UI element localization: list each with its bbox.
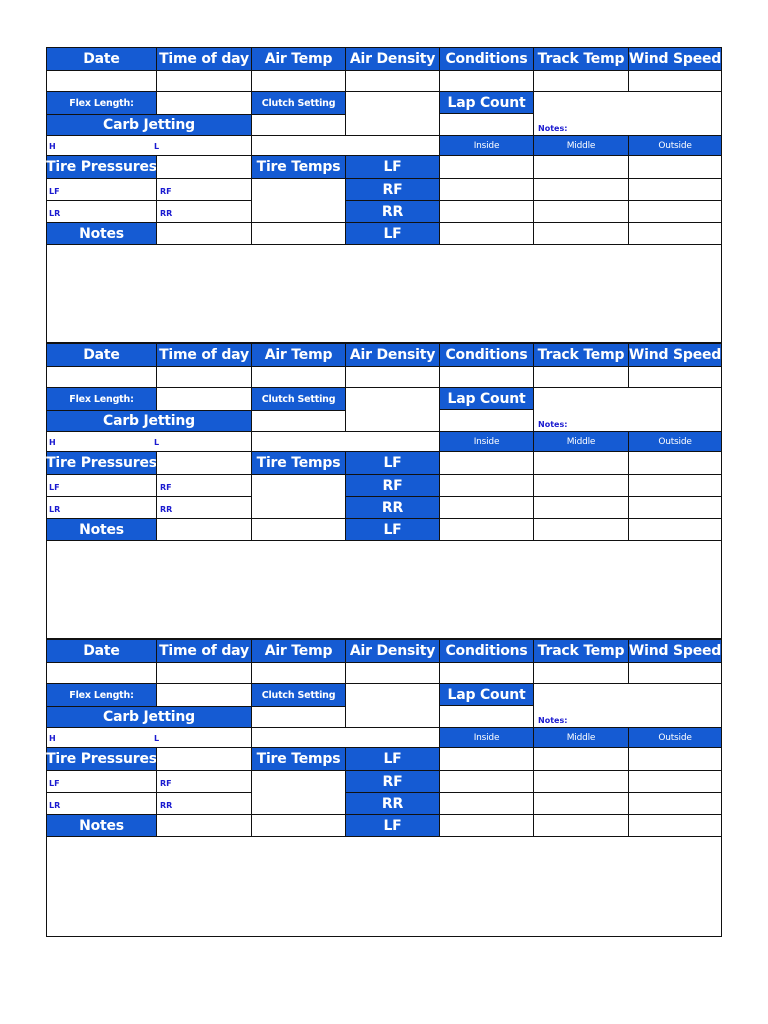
tire-temp-lf-label: LF [345,747,439,770]
header-air-density: Air Density [345,48,439,70]
tire-temps-label: Tire Temps [251,747,345,770]
rr-inside-field[interactable] [439,200,533,222]
low-jet-label: L [154,142,160,151]
inside-label: Inside [439,431,533,451]
tire-temp-lf-label-2: LF [345,814,439,836]
clutch-setting-field[interactable] [345,91,439,135]
notes-row-field-2[interactable] [251,222,345,244]
tire-pressures-label: Tire Pressures [47,747,156,770]
header-air-density: Air Density [345,640,439,662]
lap-count-field[interactable] [439,113,533,135]
notes-area-field[interactable] [47,244,721,342]
air-density-value-field[interactable] [345,662,439,683]
clutch-notes-field[interactable] [251,114,345,135]
outside-label: Outside [628,727,721,747]
middle-label: Middle [533,135,628,155]
lf-middle-field[interactable] [533,747,628,770]
carb-jetting-low-field[interactable] [156,135,251,155]
tire-pressures-spacer [156,747,251,770]
rr-outside-field[interactable] [628,792,721,814]
carb-jetting-label: Carb Jetting [47,410,251,431]
carb-jetting-high-field[interactable] [47,431,156,451]
rf-outside-field[interactable] [628,178,721,200]
header-date: Date [47,344,156,366]
rr-pressure-field[interactable] [156,200,251,222]
rf-outside-field[interactable] [628,770,721,792]
low-jet-label: L [154,438,160,447]
header-conditions: Conditions [439,48,533,70]
notes-small-label: Notes: [538,124,568,133]
conditions-value-field[interactable] [439,662,533,683]
lf-pressure-field[interactable] [47,770,156,792]
header-wind-speed: Wind Speed [628,344,721,366]
rr-pressure-field[interactable] [156,496,251,518]
rr-outside-field[interactable] [628,200,721,222]
air-density-value-field[interactable] [345,366,439,387]
rr-inside-field[interactable] [439,792,533,814]
clutch-notes-field[interactable] [251,706,345,727]
rf-middle-field[interactable] [533,474,628,496]
high-jet-label: H [49,438,56,447]
setup-form-block [46,47,722,343]
tire-temps-spacer [251,474,345,518]
header-track-temp: Track Temp [533,344,628,366]
rf-middle-field[interactable] [533,770,628,792]
rr-outside-field[interactable] [628,496,721,518]
header-air-temp: Air Temp [251,344,345,366]
tire-temp-rf-label: RF [345,178,439,200]
outside-label: Outside [628,431,721,451]
track-temp-value-field[interactable] [533,366,628,387]
lf-outside-field[interactable] [628,155,721,178]
notes-row-field-1[interactable] [156,814,251,836]
rr-pressure-label: RR [160,209,173,218]
rf-inside-field[interactable] [439,474,533,496]
lr-pressure-field[interactable] [47,496,156,518]
lf-pressure-label: LF [49,779,60,788]
wind-speed-value-field[interactable] [628,662,721,683]
rr-middle-field[interactable] [533,792,628,814]
rr-pressure-label: RR [160,801,173,810]
clutch-setting-field[interactable] [345,683,439,727]
low-jet-label: L [154,734,160,743]
tire-temps-spacer [251,178,345,222]
carb-jetting-high-field[interactable] [47,727,156,747]
header-date: Date [47,640,156,662]
tire-temp-rr-label: RR [345,792,439,814]
tire-pressures-spacer [156,155,251,178]
air-temp-value-field[interactable] [251,662,345,683]
lap-count-notes-label [533,409,721,431]
lap-count-field[interactable] [439,409,533,431]
lf2-outside-field[interactable] [628,814,721,836]
tire-temps-label: Tire Temps [251,451,345,474]
lf2-outside-field[interactable] [628,518,721,540]
lap-count-label: Lap Count [439,683,533,705]
tire-pressures-label: Tire Pressures [47,155,156,178]
rf-middle-field[interactable] [533,178,628,200]
air-density-value-field[interactable] [345,70,439,91]
lf-inside-field[interactable] [439,747,533,770]
tire-temp-rf-label: RF [345,474,439,496]
lr-pressure-label: LR [49,505,61,514]
flex-length-label: Flex Length: [47,91,156,114]
lf2-inside-field[interactable] [439,814,533,836]
notes-row-field-2[interactable] [251,518,345,540]
track-temp-value-field[interactable] [533,70,628,91]
lf2-middle-field[interactable] [533,518,628,540]
inside-label: Inside [439,135,533,155]
carb-jetting-low-field[interactable] [156,727,251,747]
notes-label: Notes [47,222,156,244]
high-jet-label: H [49,142,56,151]
rr-pressure-label: RR [160,505,173,514]
hl-spacer [251,431,439,451]
notes-label: Notes [47,518,156,540]
header-conditions: Conditions [439,344,533,366]
header-air-temp: Air Temp [251,48,345,70]
tire-temp-lf-label: LF [345,155,439,178]
outside-label: Outside [628,135,721,155]
lr-pressure-field[interactable] [47,200,156,222]
header-wind-speed: Wind Speed [628,48,721,70]
rf-pressure-label: RF [160,187,172,196]
header-time-of-day: Time of day [156,344,251,366]
notes-area-field[interactable] [47,836,721,934]
lf-outside-field[interactable] [628,747,721,770]
header-track-temp: Track Temp [533,640,628,662]
conditions-value-field[interactable] [439,70,533,91]
lf2-outside-field[interactable] [628,222,721,244]
rf-pressure-label: RF [160,483,172,492]
rf-pressure-field[interactable] [156,770,251,792]
lf-outside-field[interactable] [628,451,721,474]
conditions-value-field[interactable] [439,366,533,387]
middle-label: Middle [533,431,628,451]
tire-temp-rf-label: RF [345,770,439,792]
lap-count-notes-label [533,113,721,135]
lf2-middle-field[interactable] [533,814,628,836]
hl-spacer [251,135,439,155]
notes-label: Notes [47,814,156,836]
lap-count-field[interactable] [439,705,533,727]
time-of-day-value-field[interactable] [156,70,251,91]
flex-length-label: Flex Length: [47,683,156,706]
lf-pressure-field[interactable] [47,474,156,496]
lf-pressure-label: LF [49,187,60,196]
tire-temps-label: Tire Temps [251,155,345,178]
air-temp-value-field[interactable] [251,366,345,387]
hl-spacer [251,727,439,747]
lf-inside-field[interactable] [439,155,533,178]
tire-temp-lf-label-2: LF [345,518,439,540]
header-air-temp: Air Temp [251,640,345,662]
wind-speed-value-field[interactable] [628,366,721,387]
flex-length-field[interactable] [156,387,251,410]
track-temp-value-field[interactable] [533,662,628,683]
date-value-field[interactable] [47,70,156,91]
carb-jetting-high-field[interactable] [47,135,156,155]
tire-pressures-label: Tire Pressures [47,451,156,474]
notes-small-label: Notes: [538,716,568,725]
date-value-field[interactable] [47,662,156,683]
lf2-middle-field[interactable] [533,222,628,244]
carb-jetting-label: Carb Jetting [47,114,251,135]
header-track-temp: Track Temp [533,48,628,70]
lap-count-label: Lap Count [439,91,533,113]
lr-pressure-label: LR [49,801,61,810]
rf-pressure-field[interactable] [156,474,251,496]
lf2-inside-field[interactable] [439,518,533,540]
rf-pressure-field[interactable] [156,178,251,200]
tire-temp-lf-label-2: LF [345,222,439,244]
rr-inside-field[interactable] [439,496,533,518]
lr-pressure-label: LR [49,209,61,218]
lf-pressure-label: LF [49,483,60,492]
setup-form-block [46,639,722,937]
lap-count-label: Lap Count [439,387,533,409]
tire-pressures-spacer [156,451,251,474]
time-of-day-value-field[interactable] [156,366,251,387]
lf2-inside-field[interactable] [439,222,533,244]
inside-label: Inside [439,727,533,747]
time-of-day-value-field[interactable] [156,662,251,683]
rf-inside-field[interactable] [439,770,533,792]
clutch-setting-label: Clutch Setting [251,387,345,410]
wind-speed-value-field[interactable] [628,70,721,91]
notes-row-field-1[interactable] [156,518,251,540]
setup-form-block [46,343,722,639]
lr-pressure-field[interactable] [47,792,156,814]
tire-temp-rr-label: RR [345,496,439,518]
header-time-of-day: Time of day [156,48,251,70]
lf-pressure-field[interactable] [47,178,156,200]
middle-label: Middle [533,727,628,747]
lf-middle-field[interactable] [533,451,628,474]
rf-pressure-label: RF [160,779,172,788]
tire-temps-spacer [251,770,345,814]
high-jet-label: H [49,734,56,743]
date-value-field[interactable] [47,366,156,387]
lap-count-notes-label [533,705,721,727]
notes-row-field-2[interactable] [251,814,345,836]
flex-length-label: Flex Length: [47,387,156,410]
clutch-setting-field[interactable] [345,387,439,431]
notes-row-field-1[interactable] [156,222,251,244]
lf-middle-field[interactable] [533,155,628,178]
header-date: Date [47,48,156,70]
lf-inside-field[interactable] [439,451,533,474]
rr-middle-field[interactable] [533,200,628,222]
tire-temp-lf-label: LF [345,451,439,474]
header-wind-speed: Wind Speed [628,640,721,662]
carb-jetting-low-field[interactable] [156,431,251,451]
air-temp-value-field[interactable] [251,70,345,91]
clutch-notes-field[interactable] [251,410,345,431]
rr-middle-field[interactable] [533,496,628,518]
notes-small-label: Notes: [538,420,568,429]
rf-inside-field[interactable] [439,178,533,200]
flex-length-field[interactable] [156,91,251,114]
header-time-of-day: Time of day [156,640,251,662]
clutch-setting-label: Clutch Setting [251,91,345,114]
rf-outside-field[interactable] [628,474,721,496]
rr-pressure-field[interactable] [156,792,251,814]
header-conditions: Conditions [439,640,533,662]
carb-jetting-label: Carb Jetting [47,706,251,727]
notes-area-field[interactable] [47,540,721,638]
clutch-setting-label: Clutch Setting [251,683,345,706]
flex-length-field[interactable] [156,683,251,706]
tire-temp-rr-label: RR [345,200,439,222]
header-air-density: Air Density [345,344,439,366]
